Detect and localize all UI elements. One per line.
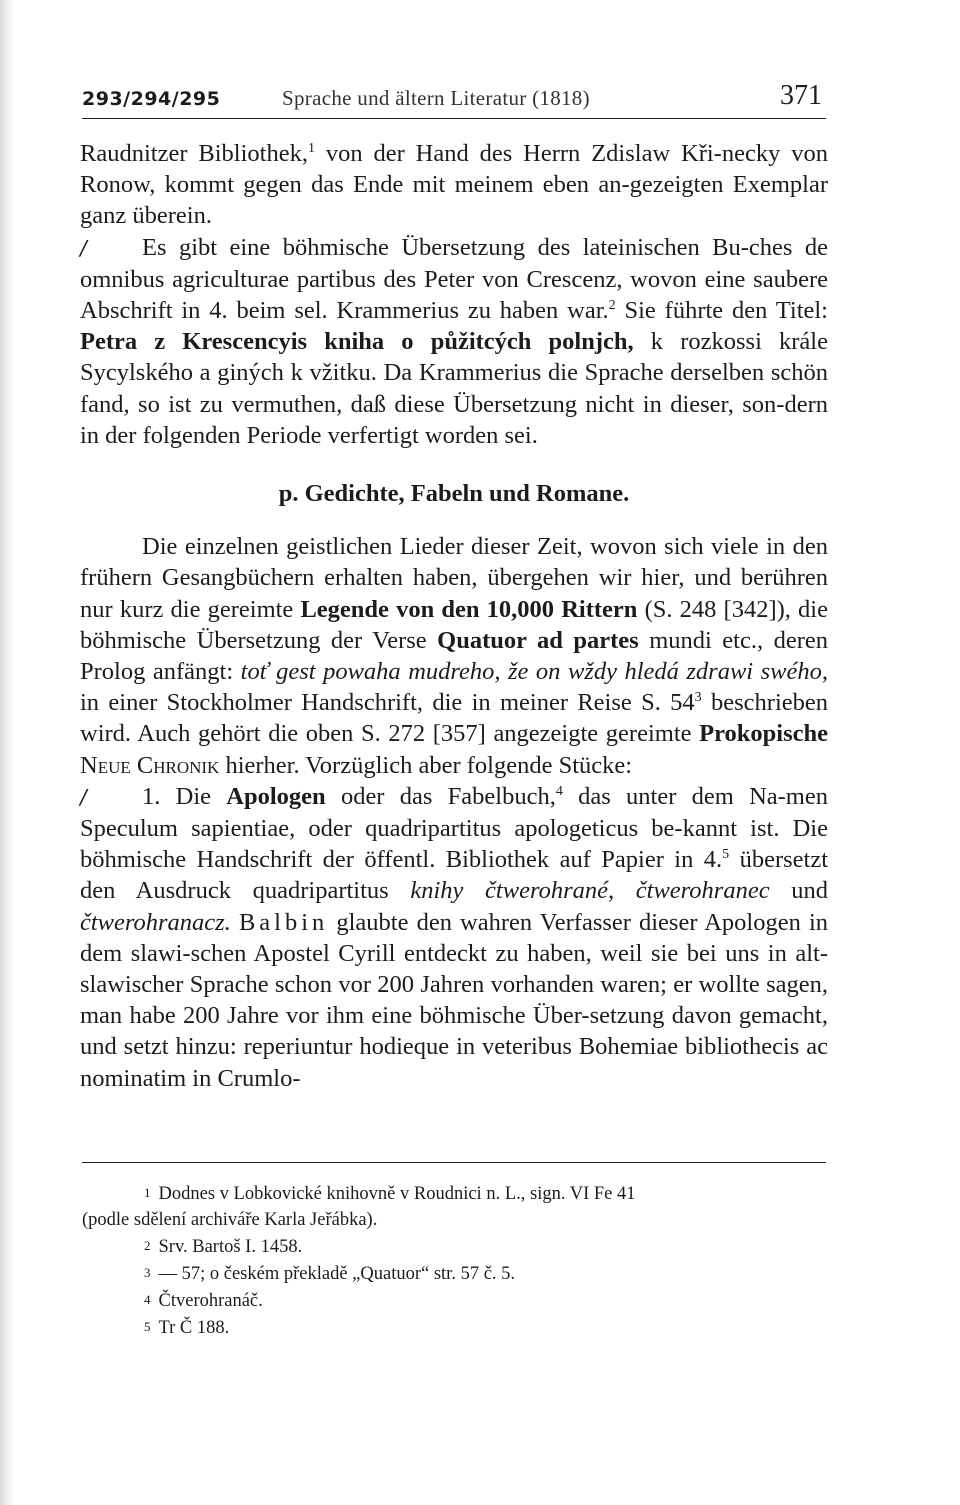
footnote-5: 5 Tr Č 188.	[144, 1318, 230, 1338]
margin-marker: /	[80, 235, 87, 260]
text-run: Sie führte den Titel:	[615, 297, 828, 325]
footnote-3: 3 — 57; o českém překladě „Quatuor“ str. 57 č. 5.	[144, 1264, 516, 1284]
text-run: knihy čtwerohrané, čtwerohranec	[410, 877, 770, 905]
text-run: und	[769, 877, 828, 905]
running-header	[82, 80, 824, 114]
text-run	[231, 909, 239, 936]
footnote-ref: 4	[555, 783, 563, 799]
text-run: 1. Die	[142, 782, 227, 810]
text-run: Apologen	[226, 782, 326, 810]
header-page-range: 293/294/295	[82, 88, 221, 110]
text-run: von der Hand des Herrn Zdislaw Kři-necky von Ronow, kommt gegen das Ende mit meinem eben an-gezeigten Exemplar ganz überein.	[80, 140, 828, 230]
footnote-ref: 2	[608, 298, 616, 314]
paragraph-3	[80, 531, 828, 781]
text-run: Es gibt eine böhmische Übersetzung des lateinischen Bu-ches de omnibus agriculturae partibus des Peter von Crescenz, wovon eine saubere Abschrift in 4. beim sel. Krammerius zu haben war.	[80, 233, 828, 325]
text-run: Balbin	[238, 908, 329, 936]
footnote-ref: 5	[722, 847, 730, 863]
footnotes	[82, 1180, 826, 1341]
footnote-1-continuation: (podle sdělení archiváře Karla Jeřábka).	[82, 1210, 378, 1230]
text-run: glaubte den wahren Verfasser dieser Apologen in dem slawi-schen Apostel Cyrill entdeckt zu haben, weil sie bei uns in alt-slawischer Sprache schon vor 200 Jahren vorhanden waren; er wollte sagen, man habe 200 Jahre vor ihm eine böhmische Über-setzung davon gemacht, und setzt hinzu: reperiuntur hodieque in veteribus Bohemiae bibliothecis ac nominatim in Crumlo-	[80, 908, 829, 1092]
text-run: toť gest powaha mudreho, že on wždy hledá zdrawi swého,	[240, 658, 828, 686]
text-run: in einer Stockholmer Handschrift, die in meiner Reise S. 54	[80, 689, 695, 717]
text-run: hierher. Vorzüglich aber folgende Stücke:	[219, 751, 633, 779]
page-number: 371	[780, 80, 822, 111]
text-run: beschrieben wird. Auch gehört die oben S. 272 [357] angezeigte gereimte	[80, 689, 828, 748]
margin-marker: /	[80, 784, 87, 809]
text-run: mundi etc., deren Prolog anfängt:	[80, 626, 828, 686]
text-run: Quatuor ad partes	[437, 626, 639, 654]
footnote-ref: 3	[694, 690, 702, 706]
text-run: Die einzelnen geistlichen Lieder dieser Zeit, wovon sich viele in den frühern Gesangbüchern erhalten haben, übergehen wir hier, und berühren nur kurz die gereimte	[80, 533, 828, 623]
footnote-4: 4 Čtverohranáč.	[144, 1291, 263, 1311]
paragraph-4	[80, 781, 828, 1094]
text-run: Legende von den 10,000 Rittern	[300, 595, 638, 623]
text-run: Petra z Krescencyis kniha o půžitcých polnjch,	[80, 328, 634, 356]
text-run: Raudnitzer Bibliothek,	[80, 140, 308, 167]
footnote-ref: 1	[307, 141, 315, 156]
section-heading: p. Gedichte, Fabeln und Romane.	[278, 480, 630, 508]
footnote-rule	[82, 1162, 826, 1163]
scan-edge-shadow	[0, 0, 14, 1505]
text-run: Neue Chronik	[80, 751, 220, 779]
footnote-1: 1 Dodnes v Lobkovické knihovně v Roudnici n. L., sign. VI Fe 41	[144, 1184, 636, 1204]
text-run: čtwerohranacz.	[80, 908, 231, 936]
text-run: übersetzt den Ausdruck quadripartitus	[80, 846, 829, 905]
main-text	[80, 138, 828, 1094]
text-run: k rozkossi krále Sycylského a giných k vžitku. Da Krammerius die Sprache derselben schön fand, so ist zu vermuthen, daß diese Übersetzung nicht in dieser, son-dern in der folgenden Periode verfertigt worden sei.	[80, 328, 828, 449]
text-run: (S. 248 [342]), die böhmische Übersetzung der Verse	[80, 595, 828, 654]
footnote-2: 2 Srv. Bartoš I. 1458.	[144, 1237, 303, 1257]
text-run: Prokopische	[699, 720, 828, 748]
text-run: oder das Fabelbuch,	[325, 782, 556, 810]
paragraph-1	[80, 138, 828, 232]
paragraph-2	[80, 232, 828, 451]
header-rule	[82, 118, 826, 119]
header-running-title: Sprache und ältern Literatur (1818)	[282, 86, 590, 110]
text-run: das unter dem Na-men Speculum sapientiae, oder quadripartitus apologeticus be-kannt ist. Die böhmische Handschrift der öffentl. Bibliothek auf Papier in 4.	[80, 782, 828, 874]
